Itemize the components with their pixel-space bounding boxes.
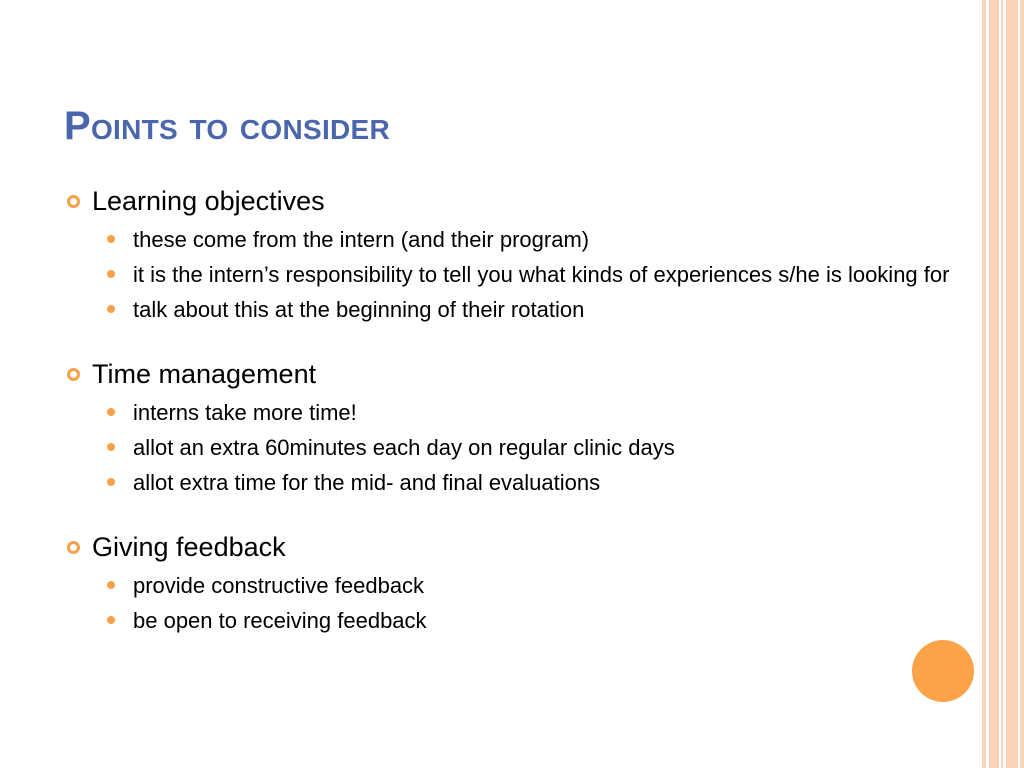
ring-bullet-icon [67,368,80,381]
dot-bullet-icon [107,408,115,416]
section-giving-feedback [64,530,964,634]
dot-bullet-icon [107,581,115,589]
bullet-level-2 [64,227,964,253]
bullet-text: be open to receiving feedback [133,608,427,633]
bullet-text: allot extra time for the mid- and final evaluations [133,470,601,495]
bullet-text: provide constructive feedback [133,573,425,598]
slide-title: Points to consider [64,104,391,148]
section-heading: Time management [92,359,317,389]
bullet-level-2 [64,297,964,323]
bullet-level-1 [64,530,964,564]
section-heading: Learning objectives [92,186,325,216]
decorative-stripe [982,0,986,768]
ring-bullet-icon [67,541,80,554]
decorative-stripe [1020,0,1024,768]
bullet-level-2 [64,435,964,461]
decorative-stripe [1006,0,1018,768]
decorative-stripe [989,0,999,768]
ring-bullet-icon [67,195,80,208]
section-learning-objectives [64,184,964,323]
bullet-text: allot an extra 60minutes each day on regular clinic days [133,435,675,460]
section-heading: Giving feedback [92,532,286,562]
dot-bullet-icon [107,478,115,486]
bullet-level-2 [64,400,964,426]
bullet-text: these come from the intern (and their program) [133,227,590,252]
slide-content [64,184,964,668]
decorative-stripe [1001,0,1003,768]
bullet-text: it is the intern’s responsibility to tell you what kinds of experiences s/he is looking for [133,262,950,287]
dot-bullet-icon [107,305,115,313]
dot-bullet-icon [107,270,115,278]
bullet-level-2 [64,608,964,634]
bullet-level-1 [64,357,964,391]
bullet-level-2 [64,573,964,599]
bullet-text: interns take more time! [133,400,357,425]
bullet-text: talk about this at the beginning of their rotation [133,297,585,322]
bullet-level-2 [64,262,964,288]
dot-bullet-icon [107,443,115,451]
bullet-level-2 [64,470,964,496]
bullet-level-1 [64,184,964,218]
section-time-management [64,357,964,496]
dot-bullet-icon [107,616,115,624]
dot-bullet-icon [107,235,115,243]
